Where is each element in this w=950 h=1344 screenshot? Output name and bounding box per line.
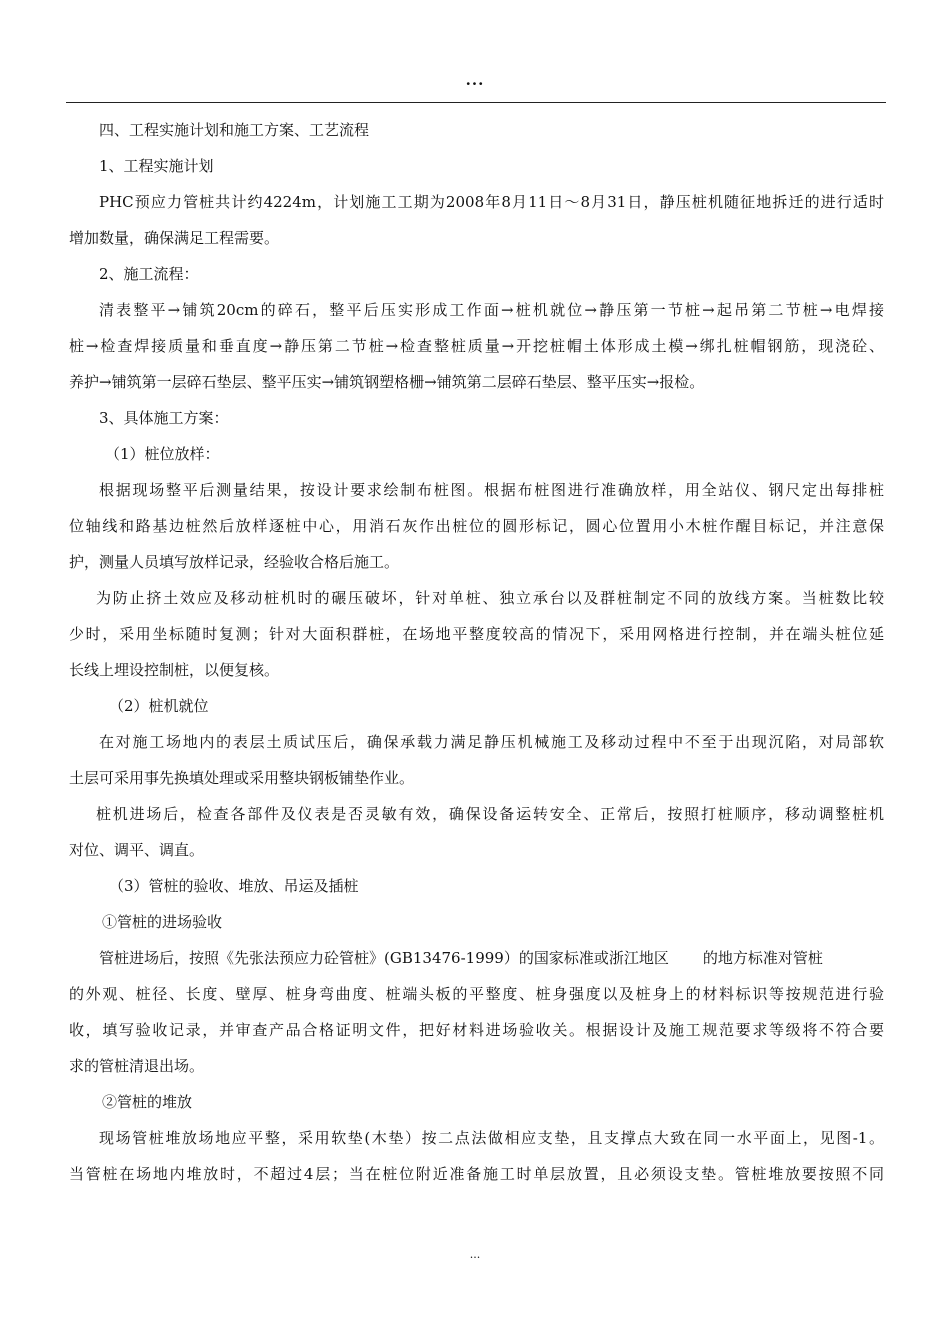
paragraph-line: 少时，采用坐标随时复测；针对大面积群桩，在场地平整度较高的情况下，采用网格进行控制，并在端头桩位延	[69, 625, 884, 643]
subsection-heading: 2、施工流程：	[99, 265, 199, 283]
subsection-heading: 3、具体施工方案：	[99, 409, 229, 427]
paragraph-line: 求的管桩清退出场。	[69, 1057, 205, 1075]
item-heading: ②管桩的堆放	[102, 1093, 193, 1111]
paragraph-line-part: 管桩进场后，按照《先张法预应力砼管桩》(GB13476-1999）的国家标准或浙江地区	[99, 949, 669, 967]
paragraph-line: 养护→铺筑第一层碎石垫层、整平压实→铺筑钢塑格栅→铺筑第二层碎石垫层、整平压实→报检。	[69, 373, 705, 391]
paragraph-line: 桩机进场后，检查各部件及仪表是否灵敏有效，确保设备运转安全、正常后，按照打桩顺序，移动调整桩机	[96, 805, 884, 823]
paragraph-line: 现场管桩堆放场地应平整，采用软垫(木垫）按二点法做相应支垫，且支撑点大致在同一水平面上，见图-1。	[99, 1129, 884, 1147]
item-heading: （3）管桩的验收、堆放、吊运及插桩	[109, 877, 359, 895]
paragraph-line	[69, 940, 884, 976]
paragraph-line: 位轴线和路基边桩然后放样逐桩中心，用消石灰作出桩位的圆形标记，圆心位置用小木桩作醒目标记，并注意保	[69, 517, 884, 535]
paragraph-line: 根据现场整平后测量结果，按设计要求绘制布桩图。根据布桩图进行准确放样，用全站仪、钢尺定出每排桩	[99, 481, 884, 499]
page-footer-mark: ...	[469, 1248, 481, 1261]
subsection-heading: 1、工程实施计划	[99, 157, 214, 175]
paragraph-line: 长线上埋设控制桩，以便复核。	[69, 661, 280, 679]
paragraph-line: PHC预应力管桩共计约4224m，计划施工工期为2008年8月11日～8月31日，静压桩机随征地拆迁的进行适时	[99, 193, 884, 211]
paragraph-line: 护，测量人员填写放样记录，经验收合格后施工。	[69, 553, 400, 571]
paragraph-line-part: 的地方标准对管桩	[702, 949, 823, 967]
item-heading: （1）桩位放样：	[105, 445, 220, 463]
paragraph-line: 当管桩在场地内堆放时，不超过4层；当在桩位附近准备施工时单层放置，且必须设支垫。管桩堆放要按照不同	[69, 1165, 884, 1183]
paragraph-line: 桩→检查焊接质量和垂直度→静压第二节桩→检查整桩质量→开挖桩帽土体形成土模→绑扎桩帽钢筋，现浇砼、	[69, 337, 884, 355]
document-body	[69, 112, 884, 1192]
paragraph-line: 在对施工场地内的表层土质试压后，确保承载力满足静压机械施工及移动过程中不至于出现沉陷，对局部软	[99, 733, 884, 751]
item-heading: （2）桩机就位	[109, 697, 209, 715]
paragraph-line: 为防止挤土效应及移动桩机时的碾压破坏，针对单桩、独立承台以及群桩制定不同的放线方案。当桩数比较	[96, 589, 884, 607]
paragraph-line: 土层可采用事先换填处理或采用整块钢板铺垫作业。	[69, 769, 415, 787]
item-heading: ①管桩的进场验收	[102, 913, 223, 931]
section-heading: 四、工程实施计划和施工方案、工艺流程	[99, 121, 370, 139]
paragraph-line: 的外观、桩径、长度、壁厚、桩身弯曲度、桩端头板的平整度、桩身强度以及桩身上的材料标识等按规范进行验	[69, 985, 884, 1003]
paragraph-line: 增加数量，确保满足工程需要。	[69, 229, 280, 247]
page-header-mark: ...	[465, 71, 485, 89]
header-rule	[66, 102, 886, 103]
paragraph-line: 对位、调平、调直。	[69, 841, 205, 859]
paragraph-line: 收，填写验收记录，并审查产品合格证明文件，把好材料进场验收关。根据设计及施工规范要求等级将不符合要	[69, 1021, 884, 1039]
paragraph-line: 清表整平→铺筑20cm的碎石，整平后压实形成工作面→桩机就位→静压第一节桩→起吊第二节桩→电焊接	[99, 301, 884, 319]
